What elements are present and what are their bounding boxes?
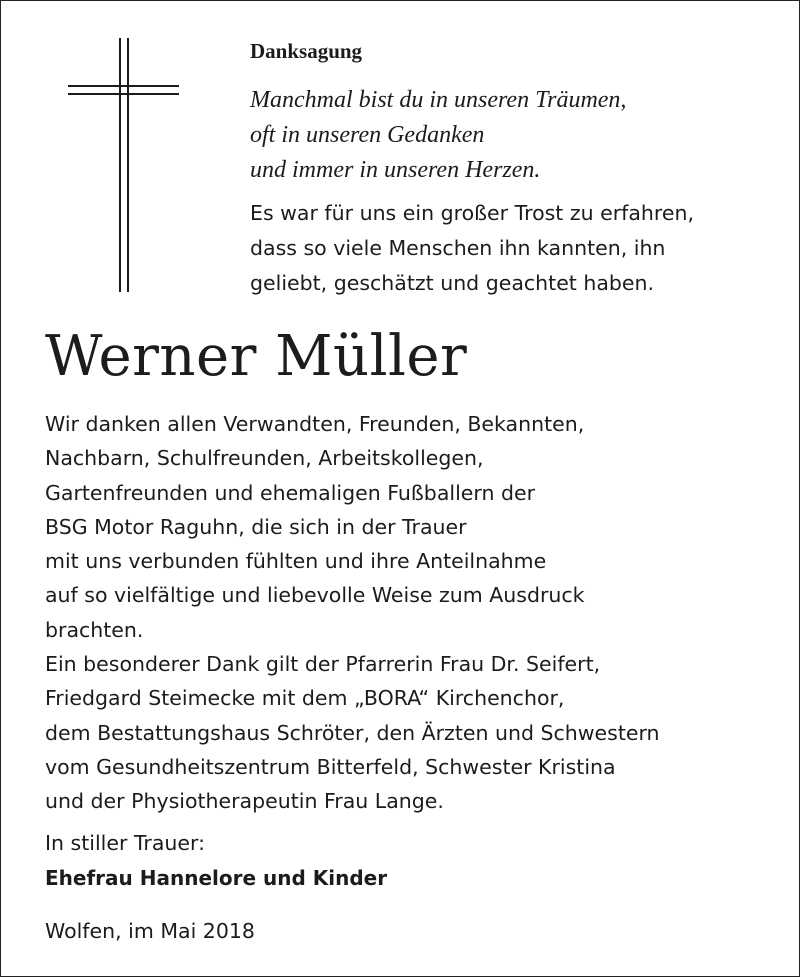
- deceased-name: Werner Müller: [45, 324, 468, 389]
- family-signature: Ehefrau Hannelore und Kinder: [45, 866, 388, 890]
- poem-line: Manchmal bist du in unseren Träumen,: [250, 87, 627, 113]
- body-line: BSG Motor Raguhn, die sich in der Trauer: [45, 514, 467, 539]
- poem-line: und immer in unseren Herzen.: [250, 157, 541, 183]
- intro-line: dass so viele Menschen ihn kannten, ihn: [250, 236, 666, 260]
- heading-danksagung: Danksagung: [250, 39, 363, 63]
- body-line: Wir danken allen Verwandten, Freunden, Bekannten,: [45, 412, 585, 436]
- body-line: vom Gesundheitszentrum Bitterfeld, Schwester Kristina: [45, 754, 616, 779]
- intro-line: Es war für uns ein großer Trost zu erfahren,: [250, 201, 695, 225]
- body-line: und der Physiotherapeutin Frau Lange.: [45, 789, 444, 814]
- thanks-text: [45, 407, 785, 819]
- body-line: Ein besonderer Dank gilt der Pfarrerin Frau Dr. Seifert,: [45, 652, 601, 677]
- body-line: auf so vielfältige und liebevolle Weise zum Ausdruck: [45, 583, 585, 608]
- place-date: Wolfen, im Mai 2018: [45, 919, 255, 943]
- poem-line: oft in unseren Gedanken: [250, 122, 485, 148]
- body-line: dem Bestattungshaus Schröter, den Ärzten und Schwestern: [45, 720, 660, 745]
- body-line: Friedgard Steimecke mit dem „BORA“ Kirchenchor,: [45, 686, 565, 711]
- intro-line: geliebt, geschätzt und geachtet haben.: [250, 271, 655, 295]
- body-line: brachten.: [45, 617, 144, 642]
- poem: [250, 83, 790, 188]
- body-line: Gartenfreunden und ehemaligen Fußballern der: [45, 480, 536, 505]
- body-line: mit uns verbunden fühlten und ihre Anteilnahme: [45, 549, 547, 574]
- body-line: Nachbarn, Schulfreunden, Arbeitskollegen,: [45, 446, 484, 471]
- intro-text: [250, 196, 790, 301]
- in-mourning-label: In stiller Trauer:: [45, 831, 205, 855]
- cross-icon: [1, 1, 201, 301]
